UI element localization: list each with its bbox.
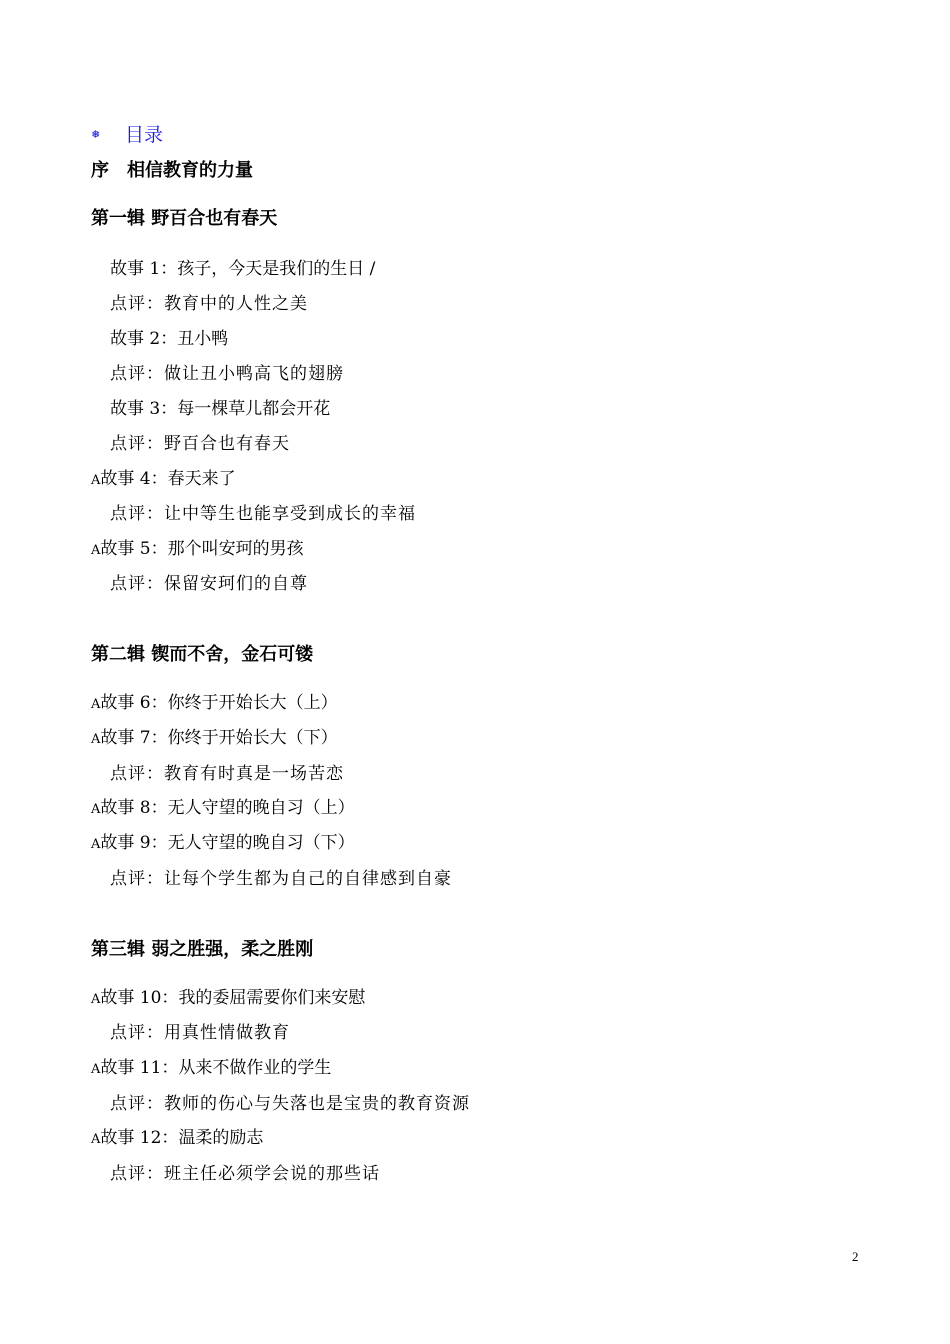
entry-marker: A: [91, 732, 101, 747]
toc-entry: [91, 730, 338, 747]
entry-prefix: 点评：: [110, 574, 164, 594]
toc-entry: [110, 1166, 380, 1183]
entry-text: 教育有时真是一场苦恋: [164, 764, 344, 784]
entry-marker: A: [91, 1132, 101, 1147]
toc-entry: [91, 800, 355, 817]
entry-text: 让中等生也能享受到成长的幸福: [164, 504, 416, 524]
entry-text: 孩子，今天是我们的生日 /: [177, 259, 376, 279]
toc-entry: [110, 1025, 290, 1042]
section-title: 第三辑 弱之胜强，柔之胜刚: [91, 939, 314, 960]
entry-prefix: 点评：: [110, 504, 164, 524]
toc-entry: [110, 1096, 470, 1113]
toc-entry: [91, 695, 338, 712]
entry-prefix: 故事 2：: [110, 329, 178, 349]
toc-entry: [110, 366, 344, 383]
entry-prefix: 点评：: [110, 1164, 164, 1184]
entry-prefix: 点评：: [110, 764, 164, 784]
entry-text: 做让丑小鸭高飞的翅膀: [164, 364, 344, 384]
entry-text: 丑小鸭: [177, 329, 229, 349]
entry-prefix: 故事 4：: [100, 469, 168, 489]
entry-prefix: 故事 8：: [100, 798, 168, 818]
entry-marker: A: [91, 473, 101, 488]
entry-text: 那个叫安珂的男孩: [167, 539, 304, 559]
toc-title: 目录: [125, 124, 164, 146]
entry-text: 无人守望的晚自习（下）: [167, 833, 355, 853]
toc-entry: [91, 541, 304, 558]
page-number: 2: [852, 1249, 859, 1264]
toc-entry: [110, 401, 330, 418]
entry-marker: A: [91, 1062, 101, 1077]
entry-prefix: 故事 3：: [110, 399, 178, 419]
entry-prefix: 故事 6：: [100, 693, 168, 713]
entry-marker: A: [91, 543, 101, 558]
entry-text: 我的委屈需要你们来安慰: [178, 988, 366, 1008]
entry-prefix: 故事 1：: [110, 259, 178, 279]
toc-entry: [110, 261, 375, 278]
entry-prefix: 故事 10：: [100, 988, 179, 1008]
entry-marker: A: [91, 697, 101, 712]
entry-prefix: 点评：: [110, 1094, 164, 1114]
toc-entry: [110, 436, 290, 453]
toc-entry: [91, 471, 236, 488]
entry-text: 你终于开始长大（下）: [167, 728, 338, 748]
entry-text: 教育中的人性之美: [164, 294, 308, 314]
toc-entry: [110, 576, 308, 593]
entry-prefix: 点评：: [110, 294, 164, 314]
entry-text: 教师的伤心与失落也是宝贵的教育资源: [164, 1094, 470, 1114]
entry-prefix: 故事 12：: [100, 1128, 179, 1148]
entry-prefix: 点评：: [110, 869, 164, 889]
entry-marker: A: [91, 992, 101, 1007]
preface-heading: 序 相信教育的力量: [91, 160, 253, 181]
section-title: 第一辑 野百合也有春天: [91, 208, 278, 229]
entry-text: 温柔的励志: [178, 1128, 264, 1148]
toc-entry: [91, 1060, 331, 1077]
toc-entry: [110, 296, 308, 313]
entry-text: 保留安珂们的自尊: [164, 574, 308, 594]
toc-heading: [91, 126, 163, 145]
entry-prefix: 点评：: [110, 364, 164, 384]
entry-marker: A: [91, 802, 101, 817]
toc-entry: [91, 990, 365, 1007]
entry-text: 用真性情做教育: [164, 1023, 290, 1043]
entry-prefix: 故事 9：: [100, 833, 168, 853]
entry-text: 你终于开始长大（上）: [167, 693, 338, 713]
entry-text: 从来不做作业的学生: [178, 1058, 332, 1078]
entry-marker: A: [91, 837, 101, 852]
entry-prefix: 故事 7：: [100, 728, 168, 748]
entry-prefix: 点评：: [110, 434, 164, 454]
entry-prefix: 点评：: [110, 1023, 164, 1043]
toc-entry: [110, 766, 344, 783]
section-title: 第二辑 锲而不舍，金石可镂: [91, 644, 314, 665]
entry-text: 每一棵草儿都会开花: [177, 399, 331, 419]
entry-prefix: 故事 5：: [100, 539, 168, 559]
entry-text: 让每个学生都为自己的自律感到自豪: [164, 869, 452, 889]
toc-entry: [91, 835, 355, 852]
entry-text: 春天来了: [167, 469, 236, 489]
entry-text: 无人守望的晚自习（上）: [167, 798, 355, 818]
entry-text: 野百合也有春天: [164, 434, 290, 454]
toc-entry: [91, 1130, 263, 1147]
entry-prefix: 故事 11：: [100, 1058, 179, 1078]
entry-text: 班主任必须学会说的那些话: [164, 1164, 380, 1184]
snowflake-icon: ❅: [91, 128, 101, 141]
toc-entry: [110, 506, 416, 523]
toc-entry: [110, 871, 452, 888]
toc-entry: [110, 331, 228, 348]
